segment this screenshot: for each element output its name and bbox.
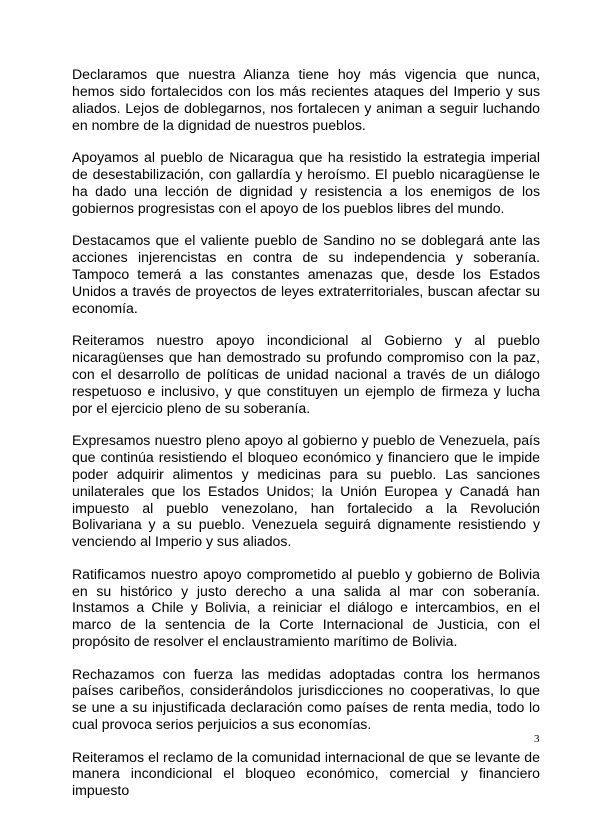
document-body <box>72 66 540 815</box>
paragraph: Ratificamos nuestro apoyo comprometido al pueblo y gobierno de Bolivia en su histórico y justo derecho a una salida al mar con soberanía. Instamos a Chile y Bolivia, a reiniciar el diálogo e intercambios, en el marco de la sentencia de la Corte Internacional de Justicia, con el propósito de resolver el enclaustramiento marítimo de Bolivia. <box>72 565 540 650</box>
paragraph: Reiteramos el reclamo de la comunidad internacional de que se levante de manera incondicional el bloqueo económico, comercial y financiero impuesto <box>72 748 540 799</box>
paragraph: Rechazamos con fuerza las medidas adoptadas contra los hermanos países caribeños, considerándolos jurisdicciones no cooperativas, lo que se une a su injustificada declaración como países de renta media, todo lo cual provoca serios perjuicios a sus economías. <box>72 665 540 733</box>
page-number: 3 <box>534 733 540 745</box>
paragraph: Declaramos que nuestra Alianza tiene hoy más vigencia que nunca, hemos sido fortalecidos con los más recientes ataques del Imperio y sus aliados. Lejos de doblegarnos, nos fortalecen y animan a seguir luchando en nombre de la dignidad de nuestros pueblos. <box>72 66 540 133</box>
paragraph: Apoyamos al pueblo de Nicaragua que ha resistido la estrategia imperial de desestabilización, con gallardía y heroísmo. El pueblo nicaragüense le ha dado una lección de dignidad y resistencia a los enemigos de los gobiernos progresistas con el apoyo de los pueblos libres del mundo. <box>72 149 540 216</box>
paragraph: Reiteramos nuestro apoyo incondicional al Gobierno y al pueblo nicaragüenses que han demostrado su profundo compromiso con la paz, con el desarrollo de políticas de unidad nacional a través de un diálogo respetuoso e inclusivo, y que constituyen un ejemplo de firmeza y lucha por el ejercicio pleno de su soberanía. <box>72 331 540 416</box>
paragraph: Destacamos que el valiente pueblo de Sandino no se doblegará ante las acciones injerencistas en contra de su independencia y soberanía. Tampoco temerá a las constantes amenazas que, desde los Estados Unidos a través de proyectos de leyes extraterritoriales, buscan afectar su economía. <box>72 232 540 316</box>
paragraph: Expresamos nuestro pleno apoyo al gobierno y pueblo de Venezuela, país que continúa resistiendo el bloqueo económico y financiero que le impide poder adquirir alimentos y medicinas para su pueblo. Las sanciones unilaterales que los Estados Unidos; la Unión Europea y Canadá han impuesto al pueblo venezolano, han fortalecido a la Revolución Bolivariana y a su pueblo. Venezuela seguirá dignamente resistiendo y venciendo al Imperio y sus aliados. <box>72 431 540 550</box>
